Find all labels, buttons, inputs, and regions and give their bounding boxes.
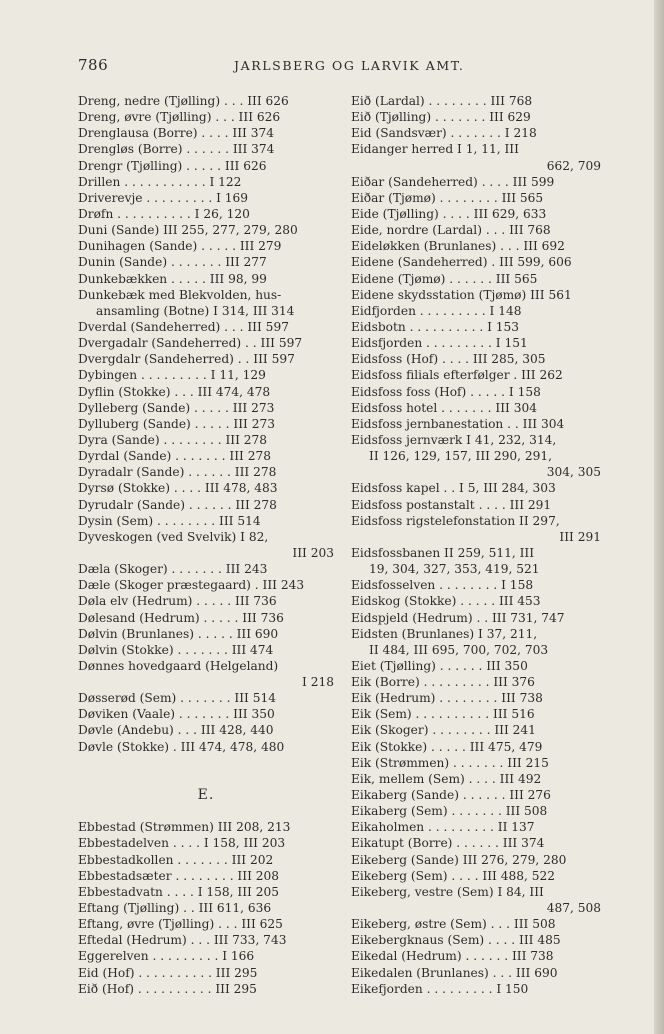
index-entry-continuation: 487, 508 (546, 901, 601, 916)
index-entry: Eidskog (Stokke) . . . . . III 453 (351, 594, 541, 609)
index-entry: Eikedalen (Brunlanes) . . . III 690 (351, 965, 558, 980)
index-entry: Eik, mellem (Sem) . . . . III 492 (351, 771, 542, 786)
index-entry: Dvergadalr (Sandeherred) . . III 597 (78, 336, 303, 351)
index-entry: Dunkebækken . . . . . III 98, 99 (78, 271, 267, 286)
page-edge-shadow (654, 0, 664, 1034)
index-entry: Eidene (Sandeherred) . III 599, 606 (351, 255, 572, 270)
index-entry: Dyveskogen (ved Svelvik) I 82, (78, 529, 269, 544)
index-entry: Dvergdalr (Sandeherred) . . III 597 (78, 352, 295, 367)
blank-line (78, 803, 334, 819)
running-title: JARLSBERG OG LARVIK AMT. (234, 58, 465, 73)
index-entry: Drengr (Tjølling) . . . . . III 626 (78, 158, 267, 173)
index-entry: Eidsfoss jernværk I 41, 232, 314, (351, 432, 557, 447)
index-entry-continuation: 304, 305 (546, 465, 601, 480)
index-entry: Dølvin (Brunlanes) . . . . . III 690 (78, 626, 279, 641)
index-entry: Dølvin (Stokke) . . . . . . . III 474 (78, 642, 274, 657)
index-entry: Eidene skydsstation (Tjømø) III 561 (351, 287, 572, 302)
index-entry: Eidsfossbanen II 259, 511, III (351, 545, 535, 560)
index-entry: Eikaberg (Sande) . . . . . . III 276 (351, 788, 551, 803)
index-column-right (351, 93, 601, 997)
index-entry: Eidsfoss kapel . . I 5, III 284, 303 (351, 481, 556, 496)
index-entry: Eidsfoss rigstelefonstation II 297, (351, 513, 560, 528)
index-entry: Dyrsø (Stokke) . . . . III 478, 483 (78, 481, 278, 496)
index-entry: Dylleberg (Sande) . . . . . III 273 (78, 400, 275, 415)
index-entry-continuation: II 484, III 695, 700, 702, 703 (369, 642, 549, 657)
index-entry: Eiðar (Tjømø) . . . . . . . . III 565 (351, 190, 544, 205)
index-entry: Eidsfoss filials efterfølger . III 262 (351, 368, 563, 383)
index-entry: Eikebergknaus (Sem) . . . . III 485 (351, 933, 561, 948)
index-entry: Eik (Hedrum) . . . . . . . . III 738 (351, 691, 543, 706)
index-entry: Eikaberg (Sem) . . . . . . . III 508 (351, 804, 548, 819)
index-entry: Eikefjorden . . . . . . . . . I 150 (351, 981, 529, 996)
index-entry-continuation: II 126, 129, 157, III 290, 291, (369, 449, 552, 464)
index-entry: Eftang, øvre (Tjølling) . . . III 625 (78, 917, 283, 932)
index-entry: Eik (Skoger) . . . . . . . . III 241 (351, 723, 536, 738)
index-entry: Dreng, øvre (Tjølling) . . . III 626 (78, 110, 281, 125)
index-entry: Eidspjeld (Hedrum) . . III 731, 747 (351, 610, 565, 625)
index-entry: Eftedal (Hedrum) . . . III 733, 743 (78, 933, 287, 948)
index-entry: Ebbestadkollen . . . . . . . III 202 (78, 852, 274, 867)
index-entry: Eid (Sandsvær) . . . . . . . I 218 (351, 126, 537, 141)
blank-line (78, 755, 334, 771)
index-entry: Dverdal (Sandeherred) . . . III 597 (78, 319, 289, 334)
index-entry: Eik (Borre) . . . . . . . . . III 376 (351, 675, 535, 690)
index-entry-continuation: III 203 (292, 545, 334, 560)
index-entry: Eidsfoss foss (Hof) . . . . . I 158 (351, 384, 541, 399)
index-entry: Døsserød (Sem) . . . . . . . III 514 (78, 691, 276, 706)
index-entry-continuation: 662, 709 (546, 158, 601, 173)
index-entry: Eiet (Tjølling) . . . . . . III 350 (351, 658, 528, 673)
index-entry: Eidsfosselven . . . . . . . . I 158 (351, 578, 534, 593)
index-column-left (78, 93, 334, 997)
index-entry: Eið (Hof) . . . . . . . . . . III 295 (78, 981, 257, 996)
index-entry: Eikeberg (Sande) III 276, 279, 280 (351, 852, 567, 867)
index-entry: Dæle (Skoger præstegaard) . III 243 (78, 578, 305, 593)
index-entry: Dyradalr (Sande) . . . . . . III 278 (78, 465, 277, 480)
index-entry: Eik (Strømmen) . . . . . . . III 215 (351, 755, 549, 770)
index-entry: Eidsten (Brunlanes) I 37, 211, (351, 626, 538, 641)
index-entry: Eikedal (Hedrum) . . . . . . III 738 (351, 949, 554, 964)
blank-line (78, 771, 334, 787)
index-entry: Dreng, nedre (Tjølling) . . . III 626 (78, 94, 289, 108)
index-entry-continuation: ansamling (Botne) I 314, III 314 (96, 303, 295, 318)
section-heading: E. (197, 787, 215, 804)
index-entry-continuation: I 218 (302, 675, 334, 690)
index-entry: Dæla (Skoger) . . . . . . . III 243 (78, 562, 268, 577)
index-entry: Eideløkken (Brunlanes) . . . III 692 (351, 239, 565, 254)
index-entry: Driverevje . . . . . . . . . I 169 (78, 190, 249, 205)
index-entry: Ebbestadsæter . . . . . . . . III 208 (78, 868, 280, 883)
index-entry: Dunin (Sande) . . . . . . . III 277 (78, 255, 267, 270)
index-entry: Eið (Lardal) . . . . . . . . III 768 (351, 94, 533, 108)
index-entry: Døvle (Stokke) . III 474, 478, 480 (78, 739, 285, 754)
index-entry: Eide, nordre (Lardal) . . . III 768 (351, 223, 551, 238)
index-entry: Eidsbotn . . . . . . . . . . I 153 (351, 319, 520, 334)
index-entry: Eggerelven . . . . . . . . . I 166 (78, 949, 255, 964)
index-entry: Ebbestadvatn . . . . I 158, III 205 (78, 884, 279, 899)
index-entry: Dunihagen (Sande) . . . . . III 279 (78, 239, 282, 254)
index-entry: Eidanger herred I 1, 11, III (351, 142, 519, 157)
index-entry: Eid (Hof) . . . . . . . . . . III 295 (78, 965, 258, 980)
index-entry: Dyflin (Stokke) . . . III 474, 478 (78, 384, 271, 399)
index-entry: Eidsfoss (Hof) . . . . III 285, 305 (351, 352, 546, 367)
index-entry: Eidsfoss jernbanestation . . III 304 (351, 416, 565, 431)
index-entry: Eikeberg (Sem) . . . . III 488, 522 (351, 868, 555, 883)
index-entry: Drøfn . . . . . . . . . . I 26, 120 (78, 206, 250, 221)
index-entry: Dunkebæk med Blekvolden, hus- (78, 287, 282, 302)
index-entry-continuation: III 291 (559, 529, 601, 544)
index-entry: Dyra (Sande) . . . . . . . . III 278 (78, 432, 268, 447)
page-header (78, 56, 598, 76)
index-entry: Drenglausa (Borre) . . . . III 374 (78, 126, 274, 141)
index-entry: Eikatupt (Borre) . . . . . . III 374 (351, 836, 545, 851)
index-entry: Eidsfoss postanstalt . . . . III 291 (351, 497, 552, 512)
index-entry: Eiðar (Sandeherred) . . . . III 599 (351, 174, 555, 189)
index-entry: Duni (Sande) III 255, 277, 279, 280 (78, 223, 298, 238)
index-entry: Dølesand (Hedrum) . . . . . III 736 (78, 610, 284, 625)
index-entry: Eik (Stokke) . . . . . III 475, 479 (351, 739, 543, 754)
index-entry: Dybingen . . . . . . . . . I 11, 129 (78, 368, 266, 383)
index-entry: Døla elv (Hedrum) . . . . . III 736 (78, 594, 277, 609)
index-entry-continuation: 19, 304, 327, 353, 419, 521 (369, 562, 540, 577)
index-entry: Eidfjorden . . . . . . . . . I 148 (351, 303, 522, 318)
index-entry: Eikeberg, østre (Sem) . . . III 508 (351, 917, 556, 932)
index-entry: Drengløs (Borre) . . . . . . III 374 (78, 142, 275, 157)
index-entry: Døviken (Vaale) . . . . . . . III 350 (78, 707, 275, 722)
index-entry: Eikaholmen . . . . . . . . . II 137 (351, 820, 535, 835)
index-entry: Dysin (Sem) . . . . . . . . III 514 (78, 513, 261, 528)
page-number: 786 (78, 56, 109, 74)
index-entry: Dønnes hovedgaard (Helgeland) (78, 658, 279, 673)
index-entry: Eidene (Tjømø) . . . . . . III 565 (351, 271, 538, 286)
index-entry: Dyrudalr (Sande) . . . . . . III 278 (78, 497, 277, 512)
index-entry: Eidsfjorden . . . . . . . . . I 151 (351, 336, 528, 351)
index-entry: Ebbestad (Strømmen) III 208, 213 (78, 820, 291, 835)
index-entry: Eik (Sem) . . . . . . . . . . III 516 (351, 707, 535, 722)
index-entry: Eidsfoss hotel . . . . . . . III 304 (351, 400, 537, 415)
index-entry: Eikeberg, vestre (Sem) I 84, III (351, 884, 544, 899)
index-entry: Eide (Tjølling) . . . . III 629, 633 (351, 206, 547, 221)
index-entry: Ebbestadelven . . . . I 158, III 203 (78, 836, 286, 851)
index-entry: Drillen . . . . . . . . . . . I 122 (78, 174, 242, 189)
index-entry: Eftang (Tjølling) . . III 611, 636 (78, 901, 272, 916)
index-entry: Dyrdal (Sande) . . . . . . . III 278 (78, 449, 272, 464)
index-entry: Eið (Tjølling) . . . . . . . III 629 (351, 110, 531, 125)
index-entry: Døvle (Andebu) . . . III 428, 440 (78, 723, 274, 738)
index-entry: Dylluberg (Sande) . . . . . III 273 (78, 416, 275, 431)
